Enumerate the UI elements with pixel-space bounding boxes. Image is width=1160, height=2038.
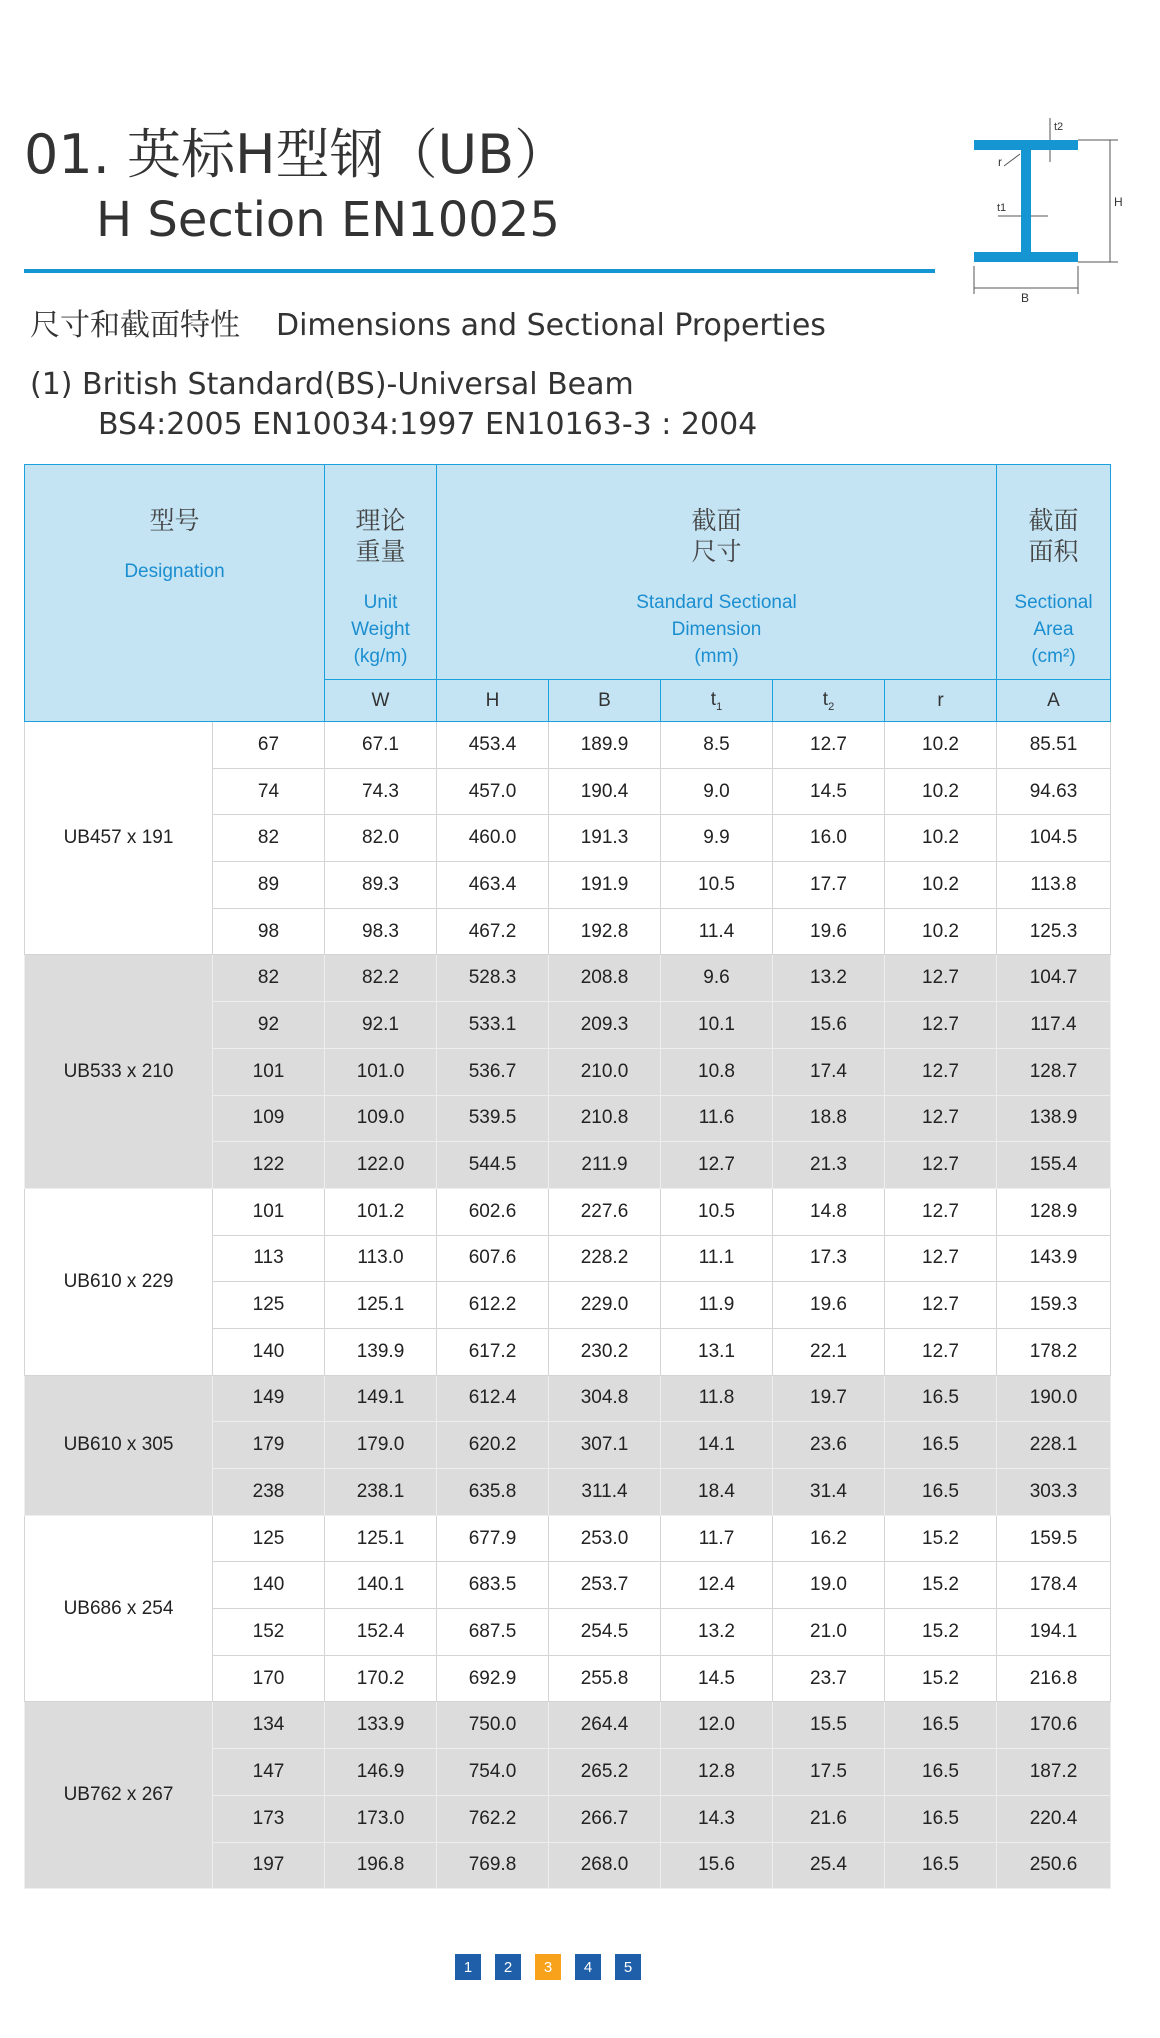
table-cell: 11.4 bbox=[661, 908, 773, 955]
table-cell: 14.1 bbox=[661, 1422, 773, 1469]
table-cell: 125.3 bbox=[997, 908, 1111, 955]
designation-cell: UB610 x 229 bbox=[25, 1188, 213, 1375]
table-cell: 8.5 bbox=[661, 722, 773, 769]
table-cell: 109 bbox=[213, 1095, 325, 1142]
table-cell: 31.4 bbox=[773, 1469, 885, 1516]
table-cell: 21.3 bbox=[773, 1142, 885, 1189]
table-cell: 692.9 bbox=[437, 1655, 549, 1702]
table-cell: 191.3 bbox=[549, 815, 661, 862]
diagram-label-r: r bbox=[998, 155, 1002, 169]
table-cell: 197 bbox=[213, 1842, 325, 1889]
table-cell: 89 bbox=[213, 862, 325, 909]
table-cell: 139.9 bbox=[325, 1328, 437, 1375]
table-cell: 230.2 bbox=[549, 1328, 661, 1375]
table-cell: 74.3 bbox=[325, 768, 437, 815]
table-cell: 14.5 bbox=[661, 1655, 773, 1702]
table-cell: 128.7 bbox=[997, 1048, 1111, 1095]
table-cell: 533.1 bbox=[437, 1002, 549, 1049]
table-cell: 255.8 bbox=[549, 1655, 661, 1702]
table-cell: 16.5 bbox=[885, 1702, 997, 1749]
table-cell: 98.3 bbox=[325, 908, 437, 955]
table-cell: 15.2 bbox=[885, 1562, 997, 1609]
table-cell: 304.8 bbox=[549, 1375, 661, 1422]
page-button-4[interactable]: 4 bbox=[575, 1954, 601, 1980]
table-cell: 191.9 bbox=[549, 862, 661, 909]
table-cell: 307.1 bbox=[549, 1422, 661, 1469]
table-cell: 15.2 bbox=[885, 1515, 997, 1562]
table-cell: 82 bbox=[213, 815, 325, 862]
page-button-5[interactable]: 5 bbox=[615, 1954, 641, 1980]
header-area: 截面 面积 Sectional Area (cm²) bbox=[997, 465, 1111, 680]
table-cell: 211.9 bbox=[549, 1142, 661, 1189]
table-cell: 134 bbox=[213, 1702, 325, 1749]
symbol-t1: $t_1$ bbox=[661, 680, 773, 722]
symbol-a: A bbox=[997, 680, 1111, 722]
standard-block bbox=[30, 365, 757, 445]
table-cell: 467.2 bbox=[437, 908, 549, 955]
table-cell: 194.1 bbox=[997, 1609, 1111, 1656]
table-cell: 12.7 bbox=[885, 1095, 997, 1142]
table-cell: 463.4 bbox=[437, 862, 549, 909]
table-cell: 117.4 bbox=[997, 1002, 1111, 1049]
table-cell: 10.8 bbox=[661, 1048, 773, 1095]
table-cell: 17.5 bbox=[773, 1749, 885, 1796]
table-cell: 12.7 bbox=[661, 1142, 773, 1189]
table-cell: 98 bbox=[213, 908, 325, 955]
table-cell: 210.0 bbox=[549, 1048, 661, 1095]
table-cell: 170.6 bbox=[997, 1702, 1111, 1749]
table-cell: 17.7 bbox=[773, 862, 885, 909]
table-cell: 192.8 bbox=[549, 908, 661, 955]
table-cell: 15.2 bbox=[885, 1609, 997, 1656]
header-designation: 型号 Designation bbox=[25, 465, 325, 722]
table-cell: 11.1 bbox=[661, 1235, 773, 1282]
title-block bbox=[24, 123, 569, 248]
designation-cell: UB533 x 210 bbox=[25, 955, 213, 1188]
table-row bbox=[25, 955, 1111, 1002]
table-cell: 17.4 bbox=[773, 1048, 885, 1095]
table-cell: 152 bbox=[213, 1609, 325, 1656]
table-cell: 210.8 bbox=[549, 1095, 661, 1142]
table-cell: 113 bbox=[213, 1235, 325, 1282]
table-cell: 179.0 bbox=[325, 1422, 437, 1469]
table-cell: 303.3 bbox=[997, 1469, 1111, 1516]
pagination bbox=[455, 1954, 641, 1980]
table-cell: 209.3 bbox=[549, 1002, 661, 1049]
page-title: 01. 英标H型钢（UB） bbox=[24, 123, 569, 186]
table-cell: 311.4 bbox=[549, 1469, 661, 1516]
table-cell: 16.5 bbox=[885, 1842, 997, 1889]
table-cell: 149.1 bbox=[325, 1375, 437, 1422]
table-cell: 125.1 bbox=[325, 1515, 437, 1562]
table-cell: 101.2 bbox=[325, 1188, 437, 1235]
table-cell: 769.8 bbox=[437, 1842, 549, 1889]
table-cell: 12.7 bbox=[885, 1235, 997, 1282]
table-cell: 13.2 bbox=[773, 955, 885, 1002]
table-cell: 677.9 bbox=[437, 1515, 549, 1562]
table-cell: 13.1 bbox=[661, 1328, 773, 1375]
table-cell: 16.0 bbox=[773, 815, 885, 862]
table-cell: 101 bbox=[213, 1188, 325, 1235]
table-row bbox=[25, 1375, 1111, 1422]
table-cell: 125.1 bbox=[325, 1282, 437, 1329]
table-cell: 12.7 bbox=[885, 1002, 997, 1049]
table-cell: 14.3 bbox=[661, 1795, 773, 1842]
table-cell: 101 bbox=[213, 1048, 325, 1095]
table-cell: 104.7 bbox=[997, 955, 1111, 1002]
table-cell: 228.1 bbox=[997, 1422, 1111, 1469]
diagram-label-h: H bbox=[1114, 195, 1123, 209]
table-cell: 179 bbox=[213, 1422, 325, 1469]
table-cell: 173 bbox=[213, 1795, 325, 1842]
table-cell: 82.2 bbox=[325, 955, 437, 1002]
table-cell: 196.8 bbox=[325, 1842, 437, 1889]
table-cell: 264.4 bbox=[549, 1702, 661, 1749]
table-cell: 89.3 bbox=[325, 862, 437, 909]
table-cell: 268.0 bbox=[549, 1842, 661, 1889]
table-cell: 10.5 bbox=[661, 1188, 773, 1235]
section-heading-cn: 尺寸和截面特性 bbox=[30, 308, 240, 343]
symbol-t2: $t_2$ bbox=[773, 680, 885, 722]
table-cell: 228.2 bbox=[549, 1235, 661, 1282]
table-cell: 187.2 bbox=[997, 1749, 1111, 1796]
table-cell: 16.5 bbox=[885, 1422, 997, 1469]
table-cell: 10.2 bbox=[885, 908, 997, 955]
h-section-diagram bbox=[968, 116, 1148, 306]
standard-line-1: (1) British Standard(BS)-Universal Beam bbox=[30, 367, 634, 402]
page-button-3[interactable]: 3 bbox=[535, 1954, 561, 1980]
table-cell: 687.5 bbox=[437, 1609, 549, 1656]
table-cell: 152.4 bbox=[325, 1609, 437, 1656]
table-cell: 15.5 bbox=[773, 1702, 885, 1749]
table-cell: 19.6 bbox=[773, 908, 885, 955]
table-cell: 92.1 bbox=[325, 1002, 437, 1049]
header-dimension: 截面 尺寸 Standard Sectional Dimension (mm) bbox=[437, 465, 997, 680]
table-cell: 539.5 bbox=[437, 1095, 549, 1142]
table-cell: 253.0 bbox=[549, 1515, 661, 1562]
table-cell: 457.0 bbox=[437, 768, 549, 815]
table-cell: 67 bbox=[213, 722, 325, 769]
table-cell: 528.3 bbox=[437, 955, 549, 1002]
table-cell: 149 bbox=[213, 1375, 325, 1422]
table-cell: 12.4 bbox=[661, 1562, 773, 1609]
diagram-label-t1: t1 bbox=[997, 202, 1007, 214]
table-cell: 602.6 bbox=[437, 1188, 549, 1235]
table-cell: 266.7 bbox=[549, 1795, 661, 1842]
table-cell: 9.9 bbox=[661, 815, 773, 862]
page-subtitle: H Section EN10025 bbox=[96, 192, 560, 248]
table-cell: 128.9 bbox=[997, 1188, 1111, 1235]
table-cell: 15.6 bbox=[661, 1842, 773, 1889]
table-cell: 190.0 bbox=[997, 1375, 1111, 1422]
table-cell: 612.2 bbox=[437, 1282, 549, 1329]
table-cell: 18.4 bbox=[661, 1469, 773, 1516]
table-cell: 754.0 bbox=[437, 1749, 549, 1796]
table-cell: 16.5 bbox=[885, 1795, 997, 1842]
section-heading bbox=[30, 300, 826, 344]
table-cell: 122.0 bbox=[325, 1142, 437, 1189]
table-cell: 607.6 bbox=[437, 1235, 549, 1282]
table-cell: 13.2 bbox=[661, 1609, 773, 1656]
symbol-r: r bbox=[885, 680, 997, 722]
table-cell: 227.6 bbox=[549, 1188, 661, 1235]
table-cell: 635.8 bbox=[437, 1469, 549, 1516]
table-cell: 12.7 bbox=[773, 722, 885, 769]
table-cell: 12.7 bbox=[885, 1282, 997, 1329]
page-button-1[interactable]: 1 bbox=[455, 1954, 481, 1980]
table-cell: 453.4 bbox=[437, 722, 549, 769]
table-cell: 11.7 bbox=[661, 1515, 773, 1562]
designation-cell: UB457 x 191 bbox=[25, 722, 213, 955]
table-cell: 140.1 bbox=[325, 1562, 437, 1609]
table-cell: 12.7 bbox=[885, 955, 997, 1002]
diagram-label-b: B bbox=[1021, 291, 1030, 305]
table-cell: 11.9 bbox=[661, 1282, 773, 1329]
table-cell: 94.63 bbox=[997, 768, 1111, 815]
table-cell: 11.8 bbox=[661, 1375, 773, 1422]
table-cell: 22.1 bbox=[773, 1328, 885, 1375]
table-cell: 620.2 bbox=[437, 1422, 549, 1469]
table-cell: 10.5 bbox=[661, 862, 773, 909]
section-properties-table bbox=[24, 464, 1111, 1889]
table-row bbox=[25, 1188, 1111, 1235]
table-cell: 15.2 bbox=[885, 1655, 997, 1702]
table-cell: 25.4 bbox=[773, 1842, 885, 1889]
table-cell: 113.8 bbox=[997, 862, 1111, 909]
table-cell: 9.0 bbox=[661, 768, 773, 815]
page-button-2[interactable]: 2 bbox=[495, 1954, 521, 1980]
table-cell: 147 bbox=[213, 1749, 325, 1796]
table-cell: 21.0 bbox=[773, 1609, 885, 1656]
table-cell: 16.2 bbox=[773, 1515, 885, 1562]
table-cell: 159.5 bbox=[997, 1515, 1111, 1562]
table-cell: 19.0 bbox=[773, 1562, 885, 1609]
table-cell: 10.2 bbox=[885, 815, 997, 862]
h-section-shape bbox=[974, 140, 1078, 262]
table-cell: 216.8 bbox=[997, 1655, 1111, 1702]
table-cell: 18.8 bbox=[773, 1095, 885, 1142]
table-cell: 143.9 bbox=[997, 1235, 1111, 1282]
title-divider bbox=[24, 269, 935, 273]
table-cell: 12.0 bbox=[661, 1702, 773, 1749]
table-cell: 133.9 bbox=[325, 1702, 437, 1749]
table-cell: 460.0 bbox=[437, 815, 549, 862]
table-cell: 85.51 bbox=[997, 722, 1111, 769]
table-cell: 19.6 bbox=[773, 1282, 885, 1329]
header-weight: 理论 重量 Unit Weight (kg/m) bbox=[325, 465, 437, 680]
table-cell: 23.6 bbox=[773, 1422, 885, 1469]
table-cell: 159.3 bbox=[997, 1282, 1111, 1329]
table-cell: 265.2 bbox=[549, 1749, 661, 1796]
table-cell: 140 bbox=[213, 1328, 325, 1375]
table-cell: 104.5 bbox=[997, 815, 1111, 862]
table-body bbox=[25, 722, 1111, 1889]
symbol-h: H bbox=[437, 680, 549, 722]
table-cell: 17.3 bbox=[773, 1235, 885, 1282]
table-cell: 125 bbox=[213, 1515, 325, 1562]
designation-cell: UB762 x 267 bbox=[25, 1702, 213, 1889]
table-cell: 10.2 bbox=[885, 722, 997, 769]
table-cell: 12.7 bbox=[885, 1142, 997, 1189]
table-cell: 189.9 bbox=[549, 722, 661, 769]
table-cell: 16.5 bbox=[885, 1749, 997, 1796]
table-cell: 683.5 bbox=[437, 1562, 549, 1609]
table-cell: 10.1 bbox=[661, 1002, 773, 1049]
table-cell: 109.0 bbox=[325, 1095, 437, 1142]
table-cell: 536.7 bbox=[437, 1048, 549, 1095]
table-cell: 612.4 bbox=[437, 1375, 549, 1422]
table-cell: 21.6 bbox=[773, 1795, 885, 1842]
table-cell: 14.8 bbox=[773, 1188, 885, 1235]
table-cell: 238.1 bbox=[325, 1469, 437, 1516]
table-cell: 11.6 bbox=[661, 1095, 773, 1142]
table-cell: 254.5 bbox=[549, 1609, 661, 1656]
table-row bbox=[25, 1515, 1111, 1562]
table-cell: 19.7 bbox=[773, 1375, 885, 1422]
table-cell: 82.0 bbox=[325, 815, 437, 862]
symbol-b: B bbox=[549, 680, 661, 722]
table-cell: 238 bbox=[213, 1469, 325, 1516]
symbol-w: W bbox=[325, 680, 437, 722]
table-cell: 92 bbox=[213, 1002, 325, 1049]
table-row bbox=[25, 722, 1111, 769]
table-cell: 138.9 bbox=[997, 1095, 1111, 1142]
table-cell: 544.5 bbox=[437, 1142, 549, 1189]
table-cell: 12.7 bbox=[885, 1048, 997, 1095]
table-cell: 146.9 bbox=[325, 1749, 437, 1796]
table-cell: 250.6 bbox=[997, 1842, 1111, 1889]
table-cell: 178.2 bbox=[997, 1328, 1111, 1375]
table-cell: 208.8 bbox=[549, 955, 661, 1002]
table-cell: 101.0 bbox=[325, 1048, 437, 1095]
table-cell: 16.5 bbox=[885, 1469, 997, 1516]
table-cell: 23.7 bbox=[773, 1655, 885, 1702]
table-cell: 10.2 bbox=[885, 862, 997, 909]
table-cell: 14.5 bbox=[773, 768, 885, 815]
table-cell: 617.2 bbox=[437, 1328, 549, 1375]
table-cell: 12.7 bbox=[885, 1328, 997, 1375]
table-cell: 9.6 bbox=[661, 955, 773, 1002]
table-cell: 67.1 bbox=[325, 722, 437, 769]
table-row bbox=[25, 1702, 1111, 1749]
table-cell: 74 bbox=[213, 768, 325, 815]
table-cell: 253.7 bbox=[549, 1562, 661, 1609]
table-cell: 82 bbox=[213, 955, 325, 1002]
table-cell: 122 bbox=[213, 1142, 325, 1189]
table-cell: 10.2 bbox=[885, 768, 997, 815]
table-cell: 190.4 bbox=[549, 768, 661, 815]
table-cell: 229.0 bbox=[549, 1282, 661, 1329]
table-cell: 15.6 bbox=[773, 1002, 885, 1049]
table-cell: 170.2 bbox=[325, 1655, 437, 1702]
table-cell: 750.0 bbox=[437, 1702, 549, 1749]
table-cell: 178.4 bbox=[997, 1562, 1111, 1609]
table-cell: 220.4 bbox=[997, 1795, 1111, 1842]
standard-line-2: BS4:2005 EN10034:1997 EN10163-3 : 2004 bbox=[98, 407, 758, 442]
table-cell: 16.5 bbox=[885, 1375, 997, 1422]
table-cell: 173.0 bbox=[325, 1795, 437, 1842]
designation-cell: UB686 x 254 bbox=[25, 1515, 213, 1702]
table-cell: 113.0 bbox=[325, 1235, 437, 1282]
table-cell: 155.4 bbox=[997, 1142, 1111, 1189]
table-cell: 762.2 bbox=[437, 1795, 549, 1842]
table-cell: 140 bbox=[213, 1562, 325, 1609]
table-cell: 12.8 bbox=[661, 1749, 773, 1796]
section-heading-en: Dimensions and Sectional Properties bbox=[276, 308, 826, 343]
designation-cell: UB610 x 305 bbox=[25, 1375, 213, 1515]
table-cell: 170 bbox=[213, 1655, 325, 1702]
table-cell: 125 bbox=[213, 1282, 325, 1329]
diagram-label-t2: t2 bbox=[1054, 121, 1064, 133]
table-cell: 12.7 bbox=[885, 1188, 997, 1235]
